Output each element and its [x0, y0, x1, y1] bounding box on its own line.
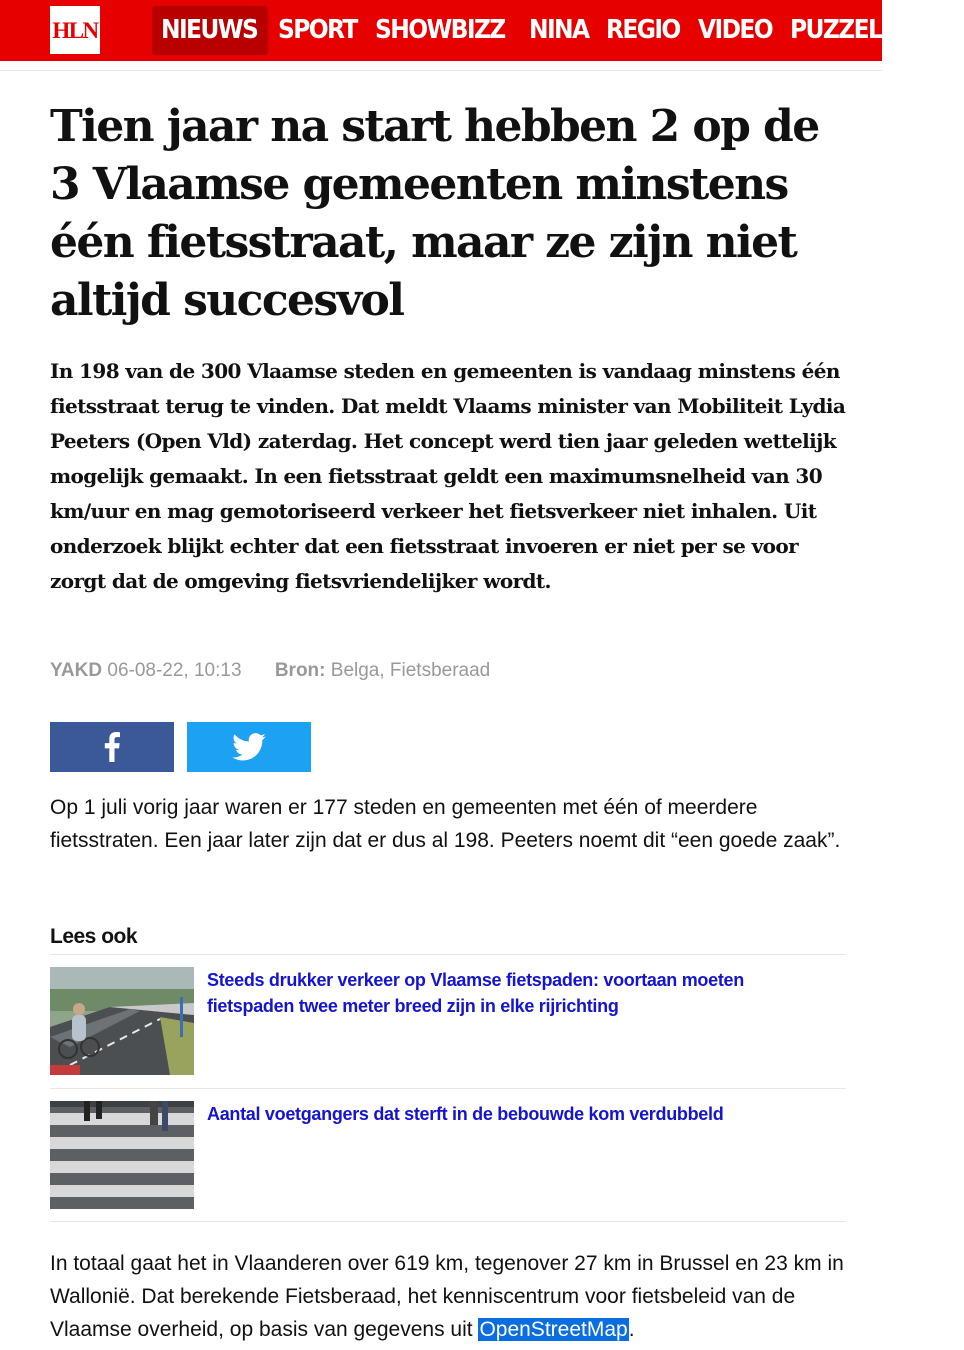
facebook-icon — [104, 732, 120, 762]
paragraph-text: In totaal gaat het in Vlaanderen over 619 km, tegenover 27 km in Brussel en 23 km in Wallonië. Dat berekende Fietsberaad, het kenniscentrum voor fietsbeleid van de Vlaamse overheid, op basis van gegevens uit — [50, 1252, 844, 1341]
openstreetmap-link[interactable]: OpenStreetMap — [479, 1318, 628, 1341]
nav-item-pod[interactable]: POD — [901, 15, 953, 45]
header-divider — [0, 70, 882, 71]
related-divider — [50, 1221, 846, 1222]
author: YAKD — [50, 660, 103, 681]
publish-datetime: 06-08-22, 10:13 — [107, 660, 242, 681]
related-article[interactable] — [50, 967, 846, 1075]
article-meta — [50, 660, 490, 682]
related-article-title[interactable]: Steeds drukker verkeer op Vlaamse fietspaden: voortaan moeten fietspaden twee meter breed zijn in elke rijrichting — [207, 970, 744, 1016]
hln-logo[interactable] — [50, 6, 100, 54]
nav-item-regio[interactable]: REGIO — [605, 15, 680, 45]
nav-item-showbizz[interactable]: SHOWBIZZ — [375, 15, 506, 45]
share-twitter-button[interactable] — [187, 722, 311, 772]
cyclist-photo — [50, 967, 194, 1075]
nav-item-video[interactable]: VIDEO — [697, 15, 772, 45]
related-article-title[interactable]: Aantal voetgangers dat sterft in de bebouwde kom verdubbeld — [207, 1104, 724, 1124]
related-article-thumbnail[interactable] — [50, 1101, 194, 1209]
article-paragraph — [50, 1247, 850, 1346]
related-article[interactable] — [50, 1101, 846, 1209]
nav-item-nina[interactable]: NINA — [529, 15, 589, 45]
nav-item-puzzel[interactable]: PUZZEL — [789, 15, 882, 45]
article-lead: In 198 van de 300 Vlaamse steden en gemeenten is vandaag minstens één fietsstraat terug te vinden. Dat meldt Vlaams minister van Mobiliteit Lydia Peeters (Open Vld) zaterdag. Het concept werd tien jaar geleden wettelijk mogelijk gemaakt. In een fietsstraat geldt een maximumsnelheid van 30 km/uur en mag gemotoriseerd verkeer het fietsverkeer niet inhalen. Uit onderzoek blijkt echter dat een fietsstraat invoeren er niet per se voor zorgt dat de omgeving fietsvriendelijker wordt. — [50, 359, 846, 593]
nav-item-nieuws[interactable]: NIEUWS — [152, 6, 268, 55]
nav-item-sport[interactable]: SPORT — [277, 15, 357, 45]
related-article-thumbnail[interactable] — [50, 967, 194, 1075]
source-value: Belga, Fietsberaad — [330, 660, 491, 681]
related-divider — [50, 1088, 846, 1089]
twitter-icon — [232, 733, 266, 761]
share-facebook-button[interactable] — [50, 722, 174, 772]
source-label: Bron: — [274, 660, 326, 681]
article-paragraph: Op 1 juli vorig jaar waren er 177 steden en gemeenten met één of meerdere fietsstraten. Een jaar later zijn dat er dus al 198. Peeters noemt dit “een goede zaak”. — [50, 796, 841, 852]
lees-ook-divider — [50, 954, 846, 955]
main-nav — [152, 0, 960, 61]
logo-text: HLN — [52, 17, 98, 43]
paragraph-end: . — [628, 1318, 635, 1341]
article-headline: Tien jaar na start hebben 2 op de 3 Vlaamse gemeenten minstens één fietsstraat, maar ze zijn niet altijd succesvol — [50, 101, 819, 326]
top-navigation-bar — [0, 0, 953, 61]
lees-ook-heading: Lees ook — [50, 925, 138, 948]
crosswalk-photo — [50, 1101, 194, 1209]
